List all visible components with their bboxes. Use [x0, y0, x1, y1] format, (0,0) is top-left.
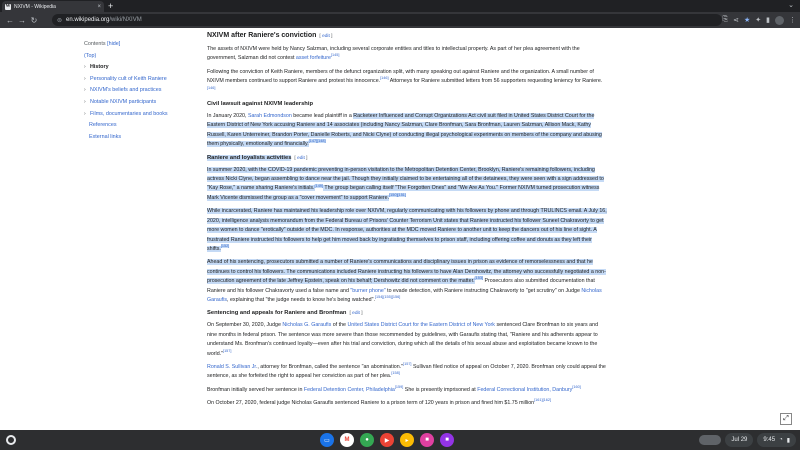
- browser-tab[interactable]: [2, 1, 104, 12]
- citation-link[interactable]: [153]: [474, 276, 483, 281]
- selected-text: Racketeer Influenced and Corrupt Organizations Act civil suit filed in United States District Court for the Eastern District of New York accusing Raniere and 14 associates (including Nancy Salzman, Clare Bronfman, Sara Bronfman, Lauren Salzman, Allison Mack, Kathy Russell, Karen Unterreiner, Brandon Porter, Danielle Roberts, and Nicki Clyne) of conducting illegal psychological experiments on members of the company and abusing them physically, emotionally and financially.: [207, 113, 602, 148]
- battery-icon: ▮: [786, 437, 790, 444]
- tab-strip: [0, 0, 800, 12]
- citation-link[interactable]: [152]: [220, 244, 230, 249]
- toc-item-external-links[interactable]: [84, 132, 199, 144]
- citation-link[interactable]: [157]: [223, 348, 232, 353]
- selected-text: In summer 2020, with the COVID-19 pandemic preventing in-person visitation to the Metropolitan Detention Center, Brooklyn, Raniere's remaining followers, including actress Nicki Clyne, began assembling to dance near the jail. Though they initially claimed to be entertaining all of the detainees, they were seen with a sign addressed to "Kay Rose," a name sharing Raniere's initials.: [207, 166, 604, 192]
- toc-item-label[interactable]: Notable NXIVM participants: [90, 98, 157, 105]
- selected-text: Ahead of his sentencing, prosecutors submitted a number of Raniere's communications and disciplinary issues in prison as evidence of remorselessness and that he continues to control his followers. The communications included Raniere instructing his followers to have Alan Dershowitz, the attorney who successfully negotiated a non-prosecution agreement of the late Jeffrey Epstein, speak on his behalf; Dershowitz did not comment on the matter.: [207, 259, 606, 285]
- toc-item-personality-cult[interactable]: [84, 74, 199, 86]
- district-court-link[interactable]: United States District Court for the Eastern District of New York: [347, 322, 495, 329]
- toc-item-history[interactable]: [84, 62, 199, 74]
- fullscreen-icon[interactable]: ⤢: [780, 413, 792, 425]
- app-icon-purple[interactable]: ■: [440, 433, 454, 447]
- citation-link[interactable]: [149]: [314, 183, 323, 188]
- url-text[interactable]: [66, 17, 142, 23]
- paragraph: [207, 45, 607, 64]
- subsection-heading: [207, 154, 607, 163]
- wikipedia-favicon-icon: W: [5, 4, 11, 9]
- paragraph-text: to evade detection, with Raniere instructing Chakravorty to "get scrutiny" on Judge: [385, 287, 582, 294]
- paragraph-text: The assets of NXIVM were held by Nancy Salzman, including several corporate entities and titles to intellectual property. As part of her plea agreement with the government, Salzman did not contest: [207, 46, 580, 62]
- status-tray: [699, 433, 796, 447]
- citation-link[interactable]: [160]: [572, 385, 581, 390]
- citation-link[interactable]: [147][148]: [308, 139, 326, 144]
- paragraph-text: In January 2020,: [207, 113, 248, 120]
- paragraph-text: Attorneys for Raniere submitted letters from 56 supporters requesting leniency for Raniere.: [388, 78, 603, 85]
- paragraph-text: She is presently imprisoned at: [403, 386, 478, 393]
- selected-text: The group began calling itself "The Forgotten Ones" and "We Are As You." Former NXIVM turned prosecution witness Mark Vicente dismissed the group as a "cover movement" to support Raniere.: [207, 185, 600, 201]
- profile-avatar[interactable]: [775, 16, 784, 25]
- edit-section-link[interactable]: [ edit ]: [319, 34, 333, 39]
- site-info-icon[interactable]: ⊜: [57, 17, 63, 24]
- paragraph-text: Following the conviction of Keith Raniere, members of the defunct organization split, with many speaking out against Raniere and the organization. A small number of NXIVM members continued to support Raniere and protest his innocence.: [207, 68, 594, 85]
- paragraph-text: sentenced Clare Bronfman to six years and nine months in federal prison. The sentence was more severe than those recommended by guidelines, with Garaufis stating that, "Raniere and his adherents appear to understand Ms. Bronfman's continued loyalty—even after his trial and conviction, during which all the details of his sexual abuse and exploitation became known to the world.": [207, 322, 599, 357]
- toc-item-label[interactable]: Films, documentaries and books: [90, 110, 168, 117]
- toc-item-participants[interactable]: [84, 97, 199, 109]
- paragraph-text: On October 27, 2020, federal judge Nicholas Garaufis sentenced Raniere to a prison term of 120 years in prison and fined him $1.75 million: [207, 400, 535, 407]
- heading-text: NXIVM after Raniere's conviction: [207, 32, 317, 39]
- tab-close-icon[interactable]: ×: [97, 3, 101, 10]
- chevron-right-icon[interactable]: ›: [84, 87, 86, 94]
- selected-text: While incarcerated, Raniere has maintained his leadership role over NXIVM, regularly communicating with his followers by phone and through TRULINCS email. A July 16, 2020, intelligence analysis memorandum from the Federal Bureau of Prisons' Counter Terrorism Unit states that Raniere instructed his follower Suneel Chakravorty to get more women to dance "erotically" outside of the MDC. In response, authorities at the MDC moved Raniere to another unit to keep the dancers out of his line of sight. A frustrated Raniere instructed his followers to help get him moved back by ingratiating themselves to prison staff, including offering coffee and donuts as they left their shifts.: [207, 208, 607, 252]
- pinned-apps: [320, 433, 454, 447]
- toc-title: Contents: [84, 41, 106, 47]
- files-app-icon[interactable]: ▭: [320, 433, 334, 447]
- subsection-heading: [207, 309, 607, 318]
- toc-item-films[interactable]: [84, 109, 199, 121]
- address-bar[interactable]: [52, 14, 722, 26]
- citation-link[interactable]: [145]: [330, 53, 340, 58]
- toc-hide-link[interactable]: [hide]: [107, 41, 121, 47]
- chevron-down-icon[interactable]: ›: [84, 64, 86, 71]
- paragraph: [207, 207, 607, 254]
- tab-title: NXIVM - Wikipedia: [14, 3, 56, 10]
- chevron-right-icon[interactable]: ›: [84, 110, 86, 117]
- paragraph-text: of the: [331, 322, 348, 329]
- ronald-sullivan-link[interactable]: Ronald S. Sullivan Jr.: [207, 363, 258, 370]
- chevron-right-icon[interactable]: ›: [84, 98, 86, 105]
- date-pill[interactable]: [725, 433, 753, 447]
- os-shelf: [0, 430, 800, 450]
- section-heading: [207, 31, 607, 42]
- paragraph: [207, 399, 607, 408]
- article-body: [207, 28, 607, 413]
- extensions-icon[interactable]: ✦: [755, 17, 762, 24]
- heading-text: Civil lawsuit against NXIVM leadership: [207, 101, 313, 108]
- nicholas-garaufis-link[interactable]: Nicholas Garaufis: [207, 287, 602, 303]
- edit-link-label[interactable]: edit: [297, 155, 305, 161]
- paragraph: [207, 258, 607, 305]
- fci-danbury-link[interactable]: Federal Correctional Institution, Danbury: [477, 386, 573, 393]
- toc-item-label[interactable]: (Top): [84, 52, 97, 59]
- citation-link[interactable]: [146]: [207, 85, 216, 90]
- edit-section-link[interactable]: [ edit ]: [349, 311, 363, 317]
- heading-text: Raniere and loyalists activities: [207, 154, 292, 161]
- edit-section-link[interactable]: [ edit ]: [294, 155, 308, 161]
- more-menu-icon[interactable]: ⋮: [789, 17, 796, 24]
- app-icon-pink[interactable]: ■: [420, 433, 434, 447]
- chrome-app-icon[interactable]: ●: [360, 433, 374, 447]
- back-arrow-icon[interactable]: ←: [6, 15, 14, 25]
- toolbar-actions: [723, 14, 797, 26]
- sarah-edmondson-link[interactable]: Sarah Edmondson: [247, 113, 292, 120]
- star-icon[interactable]: ★: [743, 17, 751, 24]
- paragraph-text: became lead plaintiff in a: [291, 113, 354, 120]
- paragraph-text: Bronfman initially served her sentence in: [207, 386, 304, 393]
- toc-item-label[interactable]: Personality cult of Keith Raniere: [90, 75, 167, 82]
- toc-item-label[interactable]: External links: [89, 133, 122, 140]
- paragraph: [207, 363, 607, 382]
- cast-icon[interactable]: ⎘: [722, 16, 729, 23]
- play-store-app-icon[interactable]: ▸: [400, 433, 414, 447]
- toc-header: [84, 39, 199, 51]
- browser-toolbar: [0, 12, 800, 28]
- tab-search-icon[interactable]: ⌄: [788, 2, 794, 9]
- toc-item-top[interactable]: [84, 51, 199, 63]
- citation-link[interactable]: [157]: [403, 362, 412, 367]
- launcher-icon[interactable]: [6, 435, 16, 445]
- asset-forfeiture-link[interactable]: asset forfeiture: [295, 55, 331, 62]
- subsection-heading: [207, 100, 607, 109]
- date-text: Jul 29: [731, 437, 748, 443]
- paragraph-text: , attorney for Bronfman, called the sentence "an abomination.": [257, 363, 404, 370]
- burner-phone-link[interactable]: "burner phone": [350, 287, 386, 294]
- chevron-right-icon[interactable]: ›: [84, 75, 86, 82]
- toc-item-label[interactable]: NXIVM's beliefs and practices: [90, 87, 162, 94]
- forward-arrow-icon[interactable]: →: [18, 15, 26, 25]
- side-panel-icon[interactable]: ▮: [766, 17, 770, 24]
- paragraph-text: Sullivan filed notice of appeal on October 7, 2020. Bronfman only could appeal the sentence, as she forfeited the right to appeal her conviction as part of her plea.: [207, 363, 606, 380]
- toc-item-label[interactable]: History: [90, 64, 109, 71]
- holding-space-icon[interactable]: [699, 435, 721, 445]
- toc-item-label[interactable]: References: [89, 122, 117, 129]
- heading-text: Sentencing and appeals for Raniere and Bronfman: [207, 310, 347, 317]
- paragraph: [207, 68, 607, 96]
- paragraph: [207, 386, 607, 395]
- reload-icon[interactable]: ↻: [30, 15, 38, 25]
- citation-link[interactable]: [159]: [394, 385, 404, 390]
- paragraph-text: Prosecutors also submitted documentation that Raniere and his follower Chakravorty used a false name and: [207, 278, 595, 294]
- web-page: [0, 28, 800, 430]
- paragraph: [207, 166, 607, 204]
- paragraph: [207, 112, 607, 150]
- edit-link-label[interactable]: edit: [352, 311, 360, 317]
- citation-link[interactable]: [150][151]: [389, 193, 406, 198]
- citation-link[interactable]: [154][155][156]: [374, 295, 401, 300]
- nicholas-g-garaufis-link[interactable]: Nicholas G. Garaufis: [282, 322, 332, 329]
- paragraph-text: , explaining that "the judge needs to know he's being watched".: [227, 296, 375, 303]
- edit-link-label[interactable]: edit: [322, 34, 330, 39]
- youtube-app-icon[interactable]: ▶: [380, 433, 394, 447]
- url-path: /wiki/NXIVM: [109, 17, 142, 23]
- system-tray[interactable]: [757, 433, 796, 447]
- paragraph-text: On September 30, 2020, Judge: [207, 322, 283, 329]
- citation-link[interactable]: [158]: [391, 371, 400, 376]
- fdc-philadelphia-link[interactable]: Federal Detention Center, Philadelphia: [303, 386, 395, 393]
- citation-link[interactable]: [146]: [380, 76, 389, 81]
- toc-item-beliefs[interactable]: [84, 85, 199, 97]
- share-icon[interactable]: ⋖: [733, 17, 739, 24]
- toc-item-references[interactable]: [84, 120, 199, 132]
- new-tab-button[interactable]: +: [108, 1, 114, 11]
- gmail-app-icon[interactable]: M: [340, 433, 354, 447]
- time-text: 9:45: [763, 437, 776, 443]
- citation-link[interactable]: [161][162]: [534, 398, 552, 403]
- paragraph: [207, 321, 607, 359]
- table-of-contents: [84, 39, 199, 143]
- url-host: en.wikipedia.org: [66, 17, 110, 23]
- wifi-icon: ◔: [779, 437, 783, 443]
